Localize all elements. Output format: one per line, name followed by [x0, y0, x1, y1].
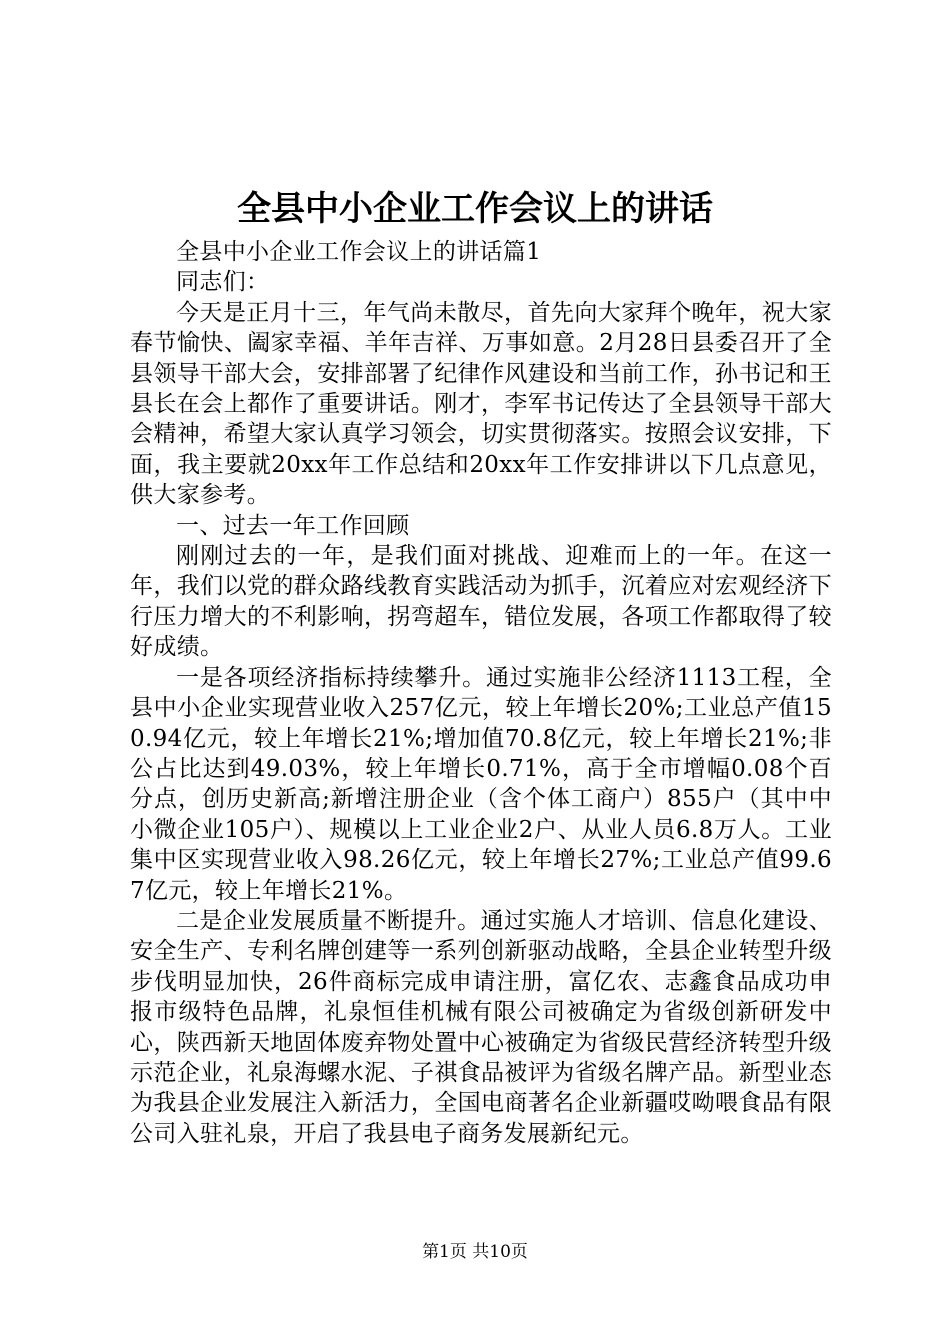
- document-body: [130, 237, 832, 1149]
- paragraph-development-quality: 二是企业发展质量不断提升。通过实施人才培训、信息化建设、安全生产、专利名牌创建等一系列创新驱动战略，全县企业转型升级步伐明显加快，26件商标完成申请注册，富亿农、志鑫食品成功申报市级特色品牌，礼泉恒佳机械有限公司被确定为省级创新研发中心，陕西新天地固体废弃物处置中心被确定为省级民营经济转型升级示范企业，礼泉海螺水泥、子祺食品被评为省级名牌产品。新型业态为我县企业发展注入新活力，全国电商著名企业新疆哎呦喂食品有限公司入驻礼泉，开启了我县电子商务发展新纪元。: [130, 907, 832, 1147]
- paragraph-opening: 今天是正月十三，年气尚未散尽，首先向大家拜个晚年，祝大家春节愉快、阖家幸福、羊年吉祥、万事如意。2月28日县委召开了全县领导干部大会，安排部署了纪律作风建设和当前工作，孙书记和王县长在会上都作了重要讲话。刚才，李军书记传达了全县领导干部大会精神，希望大家认真学习领会，切实贯彻落实。按照会议安排，下面，我主要就20xx年工作总结和20xx年工作安排讲以下几点意见，供大家参考。: [130, 299, 832, 509]
- salutation: 同志们：: [176, 269, 270, 296]
- section-heading-line: 全县中小企业工作会议上的讲话篇1: [176, 239, 542, 265]
- paragraph-economic-indicators: 一是各项经济指标持续攀升。通过实施非公经济1113工程，全县中小企业实现营业收入257亿元，较上年增长20%;工业总产值150.94亿元，较上年增长21%;增加值70.8亿元，较上年增长21%;非公占比达到49.03%，较上年增长0.71%，高于全市增幅0.08个百分点，创历史新高;新增注册企业（含个体工商户）855户（其中中小微企业105户）、规模以上工业企业2户、从业人员6.8万人。工业集中区实现营业收入98.26亿元，较上年增长27%;工业总产值99.67亿元，较上年增长21%。: [130, 664, 832, 904]
- section-heading: 一、过去一年工作回顾: [176, 512, 410, 539]
- document-title: 全县中小企业工作会议上的讲话: [237, 189, 713, 229]
- paragraph-review: 刚刚过去的一年，是我们面对挑战、迎难而上的一年。在这一年，我们以党的群众路线教育实践活动为抓手，沉着应对宏观经济下行压力增大的不利影响，拐弯超车，错位发展，各项工作都取得了较好成绩。: [130, 543, 832, 661]
- page-footer: 第1页 共10页: [422, 1242, 528, 1262]
